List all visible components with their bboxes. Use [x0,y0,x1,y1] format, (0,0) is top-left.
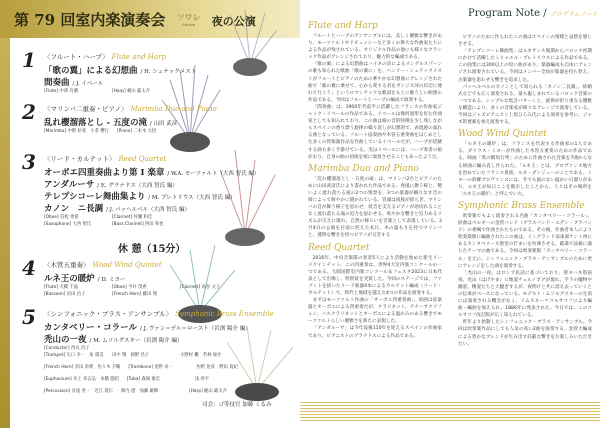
piece-title: 乱れ櫻溜落とし - 五度の滝 [44,118,147,128]
piece [44,116,177,128]
program-category [44,52,166,61]
piece [44,190,236,202]
member-row [44,365,292,371]
member: 佐野 晃彦 野田 真紀 [196,365,238,370]
member: [Trumpet] 矢口 幸一 角 瑠美 [44,353,104,358]
piece-title: カンタベリー・コラール [44,323,137,333]
heading-wood-wind: Wood Wind Quintet [458,129,547,140]
category-jp: 〈フルート・ハープ〉 [44,53,109,61]
piece [44,76,103,88]
member-row [44,377,292,383]
member-row [44,215,292,221]
member-row [44,222,292,228]
notes-column-middle [300,0,450,428]
member: [Tuba] 森岡 康宏 [126,377,161,382]
program-number: 1 [22,48,36,72]
piece-title: アンダルーサ [44,180,95,190]
program-number: 2 [22,100,36,124]
piece-title: カノン ニ長調 [44,204,104,214]
note-paragraph: 「ルネ王の暖炉」は、フランスを代表する作曲家の1人である、ダリウス・ミヨーが作曲した木管五重奏のための作品である。映画「愛の騎馬行列」のために作曲された音楽を7曲からなる組曲に編み直し作られた。「ルネ王」とは、プロヴァンス地方を治めていたフランス貴族、ルネ・ダンジューのことである。ミヨーの故郷プロヴァンスには、冬でも風のない温かい日溜りがあり、ルネ王が毎日ここを散歩したことから、人々はその場所を「ルネ王の暖炉」と呼んでいた。 [458,142,592,197]
member: [Oboe] 今井 茂香 [112,285,147,290]
piece-title: 「歌の翼」による幻想曲 [44,66,138,76]
reed-notes-continued [458,34,592,126]
program-note-subtitle: プログラムノート [549,11,598,18]
member: [Harp] 梶山 厳太介 [188,389,227,394]
piece-composer: / J. イベール [72,81,104,87]
notes-column-right [450,0,600,428]
category-en: Wood Wind Quintet [92,261,162,269]
piece [44,272,126,284]
member-row [44,389,292,395]
note-paragraph: 2016年、中央音楽隊の奏者5人により活動を始めた新生リードクインテット。この四重奏は、世界4大室内楽コンクールの一つである、大阪国際室内楽コンクール＆フェスタ2023に日本代表として出場し、特別賞を受賞した。今回のステージでは、ファゴットを抜いたリード楽器4本によるカルテット編成（リード・カルテット）で、時代と地域を越えた4つの作品を演奏する。 [308,255,442,296]
program-category [44,154,166,163]
note-paragraph: フルートとハープのアンサンブルには、美しく優雅な響きがあり、モーツァルトやドビュッシーなど多くの偉大な作曲家たちによる作品が残されている。オリジナル作品の他にも様々なクラシック作品がアレンジされており、魅力的な編成である。 [308,34,442,61]
member: 小野村 楓 若林 俊介 [180,353,222,358]
member: [Bass Clarinet] 西田 和也 [112,222,164,227]
member-row [44,285,292,291]
program-category [44,260,162,269]
member-row [44,292,292,298]
category-jp: 〈リード・カルテット〉 [44,155,116,163]
intermission: 休 憩（15分） [118,244,186,255]
soiree-en: Soirée [182,22,196,27]
program-note-header: Program Note / プログラムノート [468,8,598,19]
piece-composer: / J. パッヘルベル（大西 智氏 編） [106,207,191,213]
piece-composer: / J. ヴァン＝デル＝ロースト（岩渕 陽介 編） [139,326,251,332]
note-paragraph: 「乱れ櫻溜落とし - 五度の滝」は、マリンバ2台とピアノのために山田武彦氏により書かれた作品である。春風に舞う桜と、勢いよく流れ落ちる滝の2つの情景を、3つの楽器が織りなす音の層によって鮮やかに描かれている。冒頭は夜桜が揺らぎ、マリンバの音が舞う様子を思わせ、低音を支えるピアノが途切れることなく流れ落ちる滝の迫力を思わせる。爽やかな響きと迫力あるリズムが交互に現れ、自然の移ろいを音楽として表現している。2月4日の公演を目前に控えた本日、木の温もりを持つマリンバと、透明な響きを持つピアノが交差する [308,176,442,239]
mc-credit: 司会：ゴ等技官 加藤 くるみ [202,402,272,408]
member: [Bassoon] 岩田 昌子 [44,292,86,297]
piece-title: 間奏曲 [44,78,70,88]
piece-title: テレプシコーレ舞曲集より [44,192,146,202]
title-text: 第 79 回室内楽演奏会 [14,11,166,29]
note-paragraph: 昨年より始動したシンフォニック・ブラス・アンサンブル。今回は吹奏楽作品にしても人気の高い2曲を演奏する。金管大編成による豊かなブレンドが生み出す荘厳な響きをお楽しみいただきたい。 [458,320,592,347]
note-paragraph: 吹奏楽でもよく演奏される名曲「カンタベリー・コラール」。原曲はベルギーの金管バンド（ブラスバンド・エデン・ブラバンド）の委嘱で作曲されたものである。その後、作曲者本人により吹奏楽版に編曲されたこの曲は、イングランド南東部ケント州にあるカンタベリー大聖堂の佇まいを彷彿させる。厳粛で品格に満ちたテーマの曲である。今回は吹奏楽版「カンタベリー・コラール」を元に、シンフォニック・ブラス・アンサンブルのために更にアレンジをした曲を演奏する。 [458,213,592,269]
program-note-title: Program Note [468,8,541,19]
note-paragraph: ピアノのために作られたこの曲はスペインの情緒と哀愁を感じさせる。 [458,35,592,48]
program-category [44,104,217,113]
note-paragraph: 「禿山の一夜」はロシア民話に基づいており、聖ヨハネ祭前夜、禿山（はげやま）に地霊チェルノボグが現れ、手下の魔物や幽霊、精霊たちと大騒ぎするが、夜明けと共に消え去っていくとの伝承がベースになっている。モデスト・ムソルグスキーの生前には演奏される機会がなく、リムスキー＝コルサコフにより編曲・編曲を加えられ、1886年に発表された。今日では、このコルサコフ改訂版が広く知られている。 [458,270,592,319]
member: 田中 翔 岡野 昌子 [112,353,150,358]
piece-composer: / W.A. モーツァルト（大西 智氏 編） [167,171,260,177]
member: [Harp] 梶山 厳太介 [112,89,150,94]
brass-notes [458,213,592,348]
wood-wind-notes [458,141,592,198]
program-number: 4 [22,256,36,280]
note-paragraph: パッヘルベルのカノンとして知られる「カノン二長調」。結婚式などでも広く演奏される、最も親しまれているバロック音楽の一つである。シンプルな低音パターンと、旋律が折り重なる優雅な構造により、多くの音楽家が様々なアレンジで演奏している。今回はジャズピアニスト上原ひろみ氏による演奏を参考に、ジャズ的要素を加え演奏する。 [458,84,592,126]
note-paragraph: 「アンダルーサ」は今年没後110年を迎えるスペインの作曲家であり、ピアニストのグラナドスによる作品である。 [308,326,442,339]
piece-composer: / D. ミヨー [97,277,126,283]
member: [Piano] 二木木 大悟 [116,129,157,134]
heading-brass: Symphonic Brass Ensemble [458,200,585,211]
gold-stripes-decoration [300,400,600,422]
piece [44,178,178,190]
member: 陣内 遼 加藤 雄輝 [120,389,159,394]
member: [Percussion] 長尾 英一 近江 義広 [44,389,113,394]
member: [French Horn] 藤田 翔 [112,292,157,297]
member: [Flute] 中澤 有蘭 [44,89,78,94]
member: [Oboe] 信松 勇希 [44,215,79,220]
piece-composer: / E. グラナドス（大西 智氏 編） [97,183,178,189]
member-row [44,89,292,95]
member-row [44,129,292,135]
member: [Marimba] 中野 絵希 小茶 響行 [44,129,109,134]
piece [44,202,190,214]
program-number: 3 [22,150,36,174]
category-en: Reed Quartet [118,155,167,163]
piece [44,333,183,345]
category-jp: 〈マリンバ二重奏・ピアノ〉 [44,105,128,113]
category-jp: 〈シンフォニック・ブラス・アンサンブル〉 [44,310,173,318]
marimba-notes [308,176,442,240]
note-paragraph: まずはモーツァルト作曲の「オーボエ四重奏曲」。原曲は弦楽器とオーボエによる四重奏だが、クラリネット、テナーサクソフォン、バスクラリネットとオーボエによる温かみのある響きでモーツァルトらしい優雅さを新たに表現した。 [308,298,442,325]
piece-composer: / 山田 武彦 [149,121,178,127]
heading-flute-harp: Flute and Harp [308,21,378,31]
category-en: Marimba Duo and Piano [130,105,217,113]
note-paragraph: 「間奏曲」は、1900年代前半に活躍したフランスの作曲家ジャック・イベールの作品である。イベールは幾何図形を好む作曲家としても知られており、この曲は彼の音的特徴を少し残しながらスペインの香り漂う旋律の繰り返しが幻想的で、表現感の溢れる曲となっている。フルート協奏曲や木管五重奏曲をはじめとした多くの管楽器作品を作曲しているイベールだが、ハープが活躍する曲も多く手掛けている。実はイベールには、ハープ奏者の娘がおり、自身の曲の初演を娘に演奏させることもあったようだ。 [308,104,442,160]
member: [Clarinet] 高谷 文子 [180,285,221,290]
member: [Flute] 大橋 千晶 [44,285,78,290]
program-number: 5 [22,305,36,329]
category-jp: 〈木管五重奏〉 [44,261,90,269]
member: [Euphonium] 井上 喜志弘 本橋 悠昭 [44,377,119,382]
soiree-jp: ソワレ [176,13,201,22]
heading-reed: Reed Quartet [308,242,370,253]
subtitle: 夜の公演 [211,15,256,28]
piece [44,321,251,333]
piece-title: 禿山の一夜 [44,335,87,345]
piece-title: オーボエ四重奏曲より第 I 楽章 [44,168,165,178]
piece-composer: / M. ムソルグスキー（岩渕 陽介 編） [89,338,183,344]
member: [Clarinet] 村瀬 和佳 [112,215,153,220]
member: 浅 淳平 [194,377,210,382]
piece [44,166,259,178]
piece [44,64,196,76]
note-paragraph: 「歌の翼」による幻想曲はハイネの詩によるメンデルスゾーンの歌も知られた歌曲「歌の翼に」を、ヘンリー・シェテックメストがフルートとピアノのための華やかな幻想曲にアレンジされた曲で「歌の翼に乗せて、心から愛する君をガンジス河の岸辺に連れて行こう」というロマンチックな歌詞をもとに歌うしい曲想の作品である。今回はフルートとハープの編成で演奏する。 [308,62,442,103]
category-en: Symphonic Brass Ensemble [175,310,274,318]
flute-harp-notes [308,33,442,161]
heading-marimba: Marimba Duo and Piano [308,163,419,174]
member-row [44,353,292,359]
program-category [44,309,274,318]
member: [Trombone] 星野 卓一 [128,365,173,370]
piece-title: ルネ王の暖炉 [44,274,95,284]
member: [Conductor] 待丸 昌子 [44,346,90,351]
piece-composer: / M. プレトリウス（大西 智氏 編） [148,195,236,201]
member-row [44,346,292,352]
member: [French Horn] 赤田 余菜 佐々木 夕稀 [44,365,121,370]
member: [Saxophone] 大西 智氏 [44,222,92,227]
note-paragraph: 「テレプシコーレ舞曲集」はルネサンス後期からバロック初期にかけて活躍したミヒャエル・プレトリウスによる作品である。この曲集には300以上の短い曲があり、楽器編成も自由にアレンジされ演奏されている。今回はメンバー全員が楽器を持ち替え、古楽器を思わせる響きを追求した。 [458,49,592,83]
category-en: Flute and Harp [111,53,166,61]
piece-composer: / H. シェテックメスト [140,69,197,75]
reed-notes [308,255,442,340]
